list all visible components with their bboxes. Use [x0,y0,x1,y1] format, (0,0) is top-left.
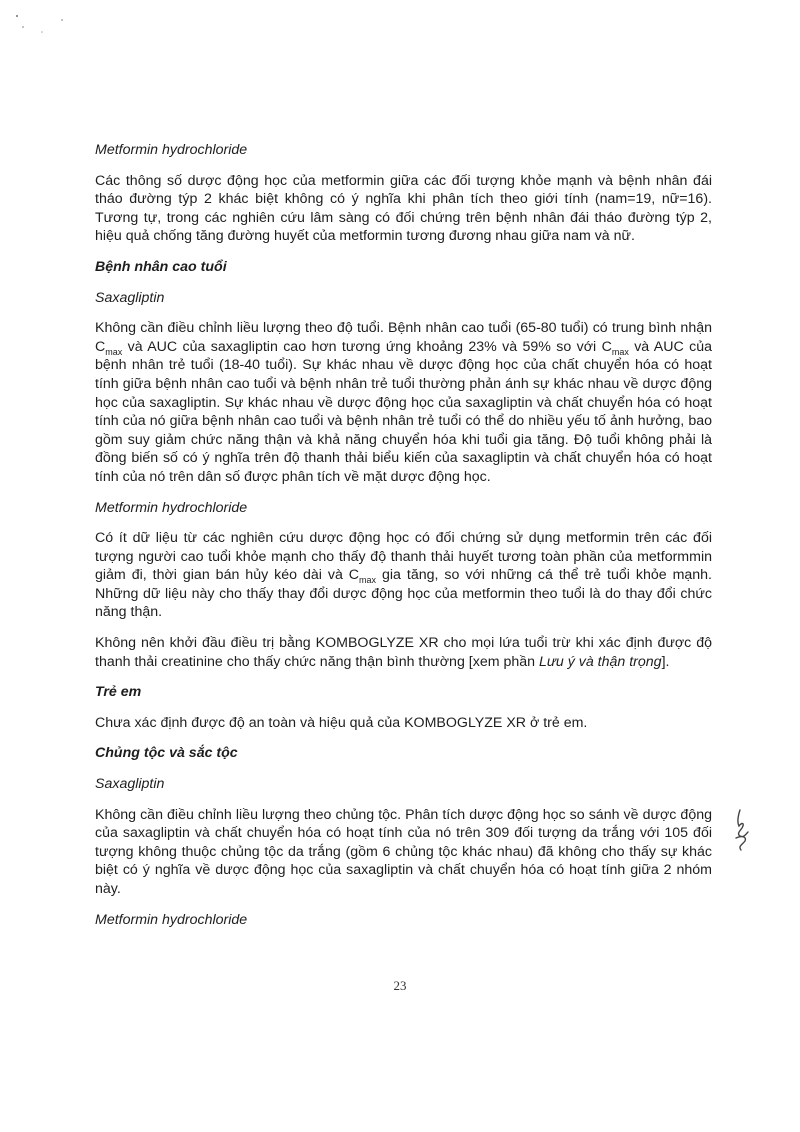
subsection-heading: Metformin hydrochloride [95,499,248,516]
subsection-heading: Metformin hydrochloride [95,142,248,158]
scan-specks [14,12,74,47]
text-run: gia tăng, so với những cá thể trẻ tuổi khỏe mạnh. Những dữ liệu này cho thấy thay đổi dược động học của metformin theo tuổi là do thay đổi chức năng thận. [95,567,712,621]
text-run: và AUC của bệnh nhân trẻ tuổi (18-40 tuổi). Sự khác nhau về dược động học của chất chuyển hóa có hoạt tính giữa bệnh nhân cao tuổi và bệnh nhân trẻ tuổi thường phản ánh sự khác nhau về dược động học của saxagliptin. Sự khác nhau về dược động học của saxagliptin và chất chuyển hóa có hoạt tính của nó giữa bệnh nhân cao tuổi và bệnh nhân trẻ tuổi có thể do nhiều yếu tố ảnh hưởng, bao gồm suy giảm chức năng thận và khả năng chuyển hóa khi tuổi gia tăng. Độ tuổi không phải là đồng biến số có ý nghĩa trên độ thanh thải biểu kiến của saxagliptin và chất chuyển hóa có hoạt tính của nó trên dân số được phân tích về mặt dược động học. [95,338,712,485]
section-heading: Trẻ em [95,684,142,701]
handwritten-initial-mark [728,808,758,859]
paragraph [95,319,712,486]
text-run: Không nên khởi đầu điều trị bằng KOMBOGLYZE XR cho mọi lứa tuổi trừ khi xác định được độ thanh thải creatinine cho thấy chức năng thận bình thường [xem phần [95,635,712,670]
text-run: ]. [661,653,670,670]
paragraph [95,634,712,671]
section-heading: Bệnh nhân cao tuổi [95,258,227,275]
subscript-text: max [105,346,123,357]
text-run: Không cần điều chỉnh liều lượng theo độ tuổi. Bệnh nhân cao tuổi (65-80 tuổi) có trung bình nhận C [95,320,712,355]
subscript-text: max [359,575,377,586]
subsection-heading: Saxagliptin [95,289,165,306]
page-number: 23 [393,978,407,993]
text-run: Có ít dữ liệu từ các nghiên cứu dược động học có đối chứng sử dụng metformin trên các đối tượng người cao tuổi khỏe mạnh cho thấy độ thanh thải huyết tương toàn phần của metformmin giảm đi, thời gian bán hủy kéo dài và C [95,530,712,584]
subsection-heading: Metformin hydrochloride [95,911,248,928]
paragraph [95,714,712,733]
text-run: Không cần điều chỉnh liều lượng theo chủng tộc. Phân tích dược động học so sánh về dược động của saxagliptin và chất chuyển hóa có hoạt tính của nó trên 309 đối tượng da trắng với 105 đối tượng không thuộc chủng tộc da trắng (gồm 6 chủng tộc khác nhau) đã không cho thấy sự khác biệt có ý nghĩa về dược động học của saxagliptin và chất chuyển hóa có hoạt tính giữa 2 nhóm này. [95,806,712,897]
subscript-text: max [611,346,629,357]
paragraph [95,806,712,899]
text-run: Các thông số dược động học của metformin giữa các đối tượng khỏe mạnh và bệnh nhân đái tháo đường týp 2 khác biệt không có ý nghĩa khi phân tích theo giới tính (nam=19, nữ=16). Tương tự, trong các nghiên cứu lâm sàng có đối chứng trên bệnh nhân đái tháo đường týp 2, hiệu quả chống tăng đường huyết của metformin tương đương nhau giữa nam và nữ. [95,172,712,245]
paragraph [95,529,712,622]
subsection-heading: Saxagliptin [95,776,165,793]
document-body [95,141,712,941]
italic-reference: Lưu ý và thận trọng [538,653,662,670]
paragraph [95,172,712,246]
text-run: Chưa xác định được độ an toàn và hiệu quả của KOMBOGLYZE XR ở trẻ em. [95,714,588,731]
section-heading: Chủng tộc và sắc tộc [95,745,238,762]
text-run: và AUC của saxagliptin cao hơn tương ứng khoảng 23% và 59% so với C [122,338,612,355]
